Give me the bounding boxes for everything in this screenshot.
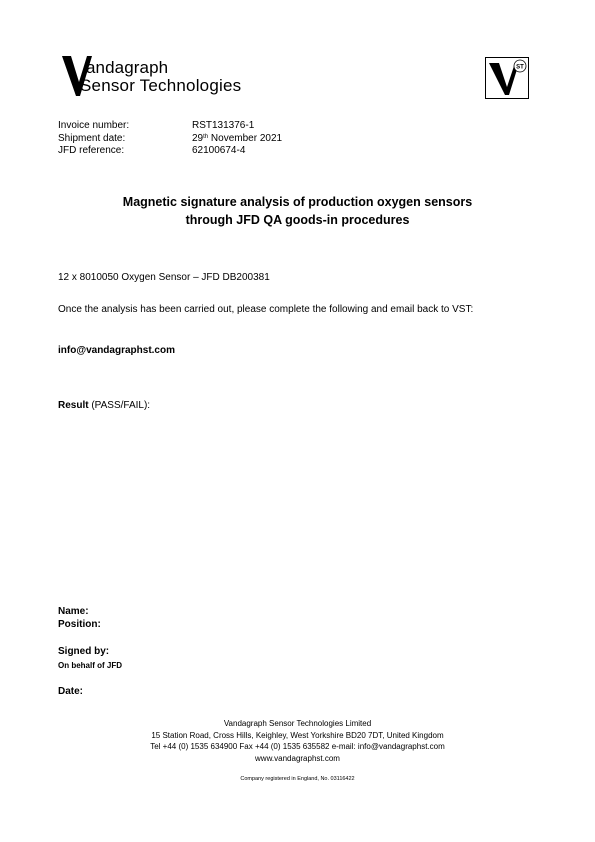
document-title-line2: through JFD QA goods-in procedures xyxy=(185,213,410,227)
footer-contact: Tel +44 (0) 1535 634900 Fax +44 (0) 1535 635582 e-mail: info@vandagraphst.com xyxy=(150,742,445,751)
shipment-date-label: Shipment date: xyxy=(58,132,126,144)
jfd-reference-row xyxy=(58,145,282,158)
document-title xyxy=(60,193,535,229)
document-title-line1: Magnetic signature analysis of production oxygen sensors xyxy=(122,195,473,209)
shipment-date-value xyxy=(192,133,282,146)
logo-wordmark-line1 xyxy=(86,59,168,77)
shipment-date-day: 29 xyxy=(192,132,204,144)
shipment-date-month-year: November 2021 xyxy=(208,132,283,144)
footer-company-name: Vandagraph Sensor Technologies Limited xyxy=(223,719,372,728)
invoice-number-row xyxy=(58,120,282,133)
footer-website: www.vandagraphst.com xyxy=(255,753,340,763)
result-field xyxy=(58,400,150,413)
instructions-text: Once the analysis has been carried out, please complete the following and email back to VST: xyxy=(58,304,474,315)
invoice-number-value: RST131376-1 xyxy=(192,120,255,131)
logo-wordmark-rest: andagraph xyxy=(86,58,169,77)
signed-by-label: Signed by: xyxy=(58,646,110,657)
jfd-reference-label: JFD reference: xyxy=(58,145,125,156)
shipment-date-ordinal: th xyxy=(203,133,209,140)
shipment-date-row xyxy=(58,133,282,146)
result-options: (PASS/FAIL): xyxy=(88,400,151,411)
jfd-reference-value: 62100674-4 xyxy=(192,145,246,156)
name-field-label: Name: xyxy=(58,606,89,617)
company-footer xyxy=(60,718,535,764)
date-field-label: Date: xyxy=(58,686,84,697)
product-line: 12 x 8010050 Oxygen Sensor – JFD DB200381 xyxy=(58,272,270,283)
result-label: Result xyxy=(58,400,89,411)
on-behalf-label: On behalf of JFD xyxy=(58,661,122,670)
badge-text: ST xyxy=(516,64,524,71)
logo-wordmark-line2: Sensor Technologies xyxy=(80,76,242,95)
invoice-meta xyxy=(58,120,282,158)
contact-email-link[interactable]: info@vandagraphst.com xyxy=(58,345,175,356)
position-field-label: Position: xyxy=(58,619,101,630)
invoice-number-label: Invoice number: xyxy=(58,120,130,131)
vst-badge-logo xyxy=(485,57,529,99)
footer-registration: Company registered in England, No. 03116422 xyxy=(240,776,355,782)
footer-address: 15 Station Road, Cross Hills, Keighley, West Yorkshire BD20 7DT, United Kingdom xyxy=(151,730,444,740)
